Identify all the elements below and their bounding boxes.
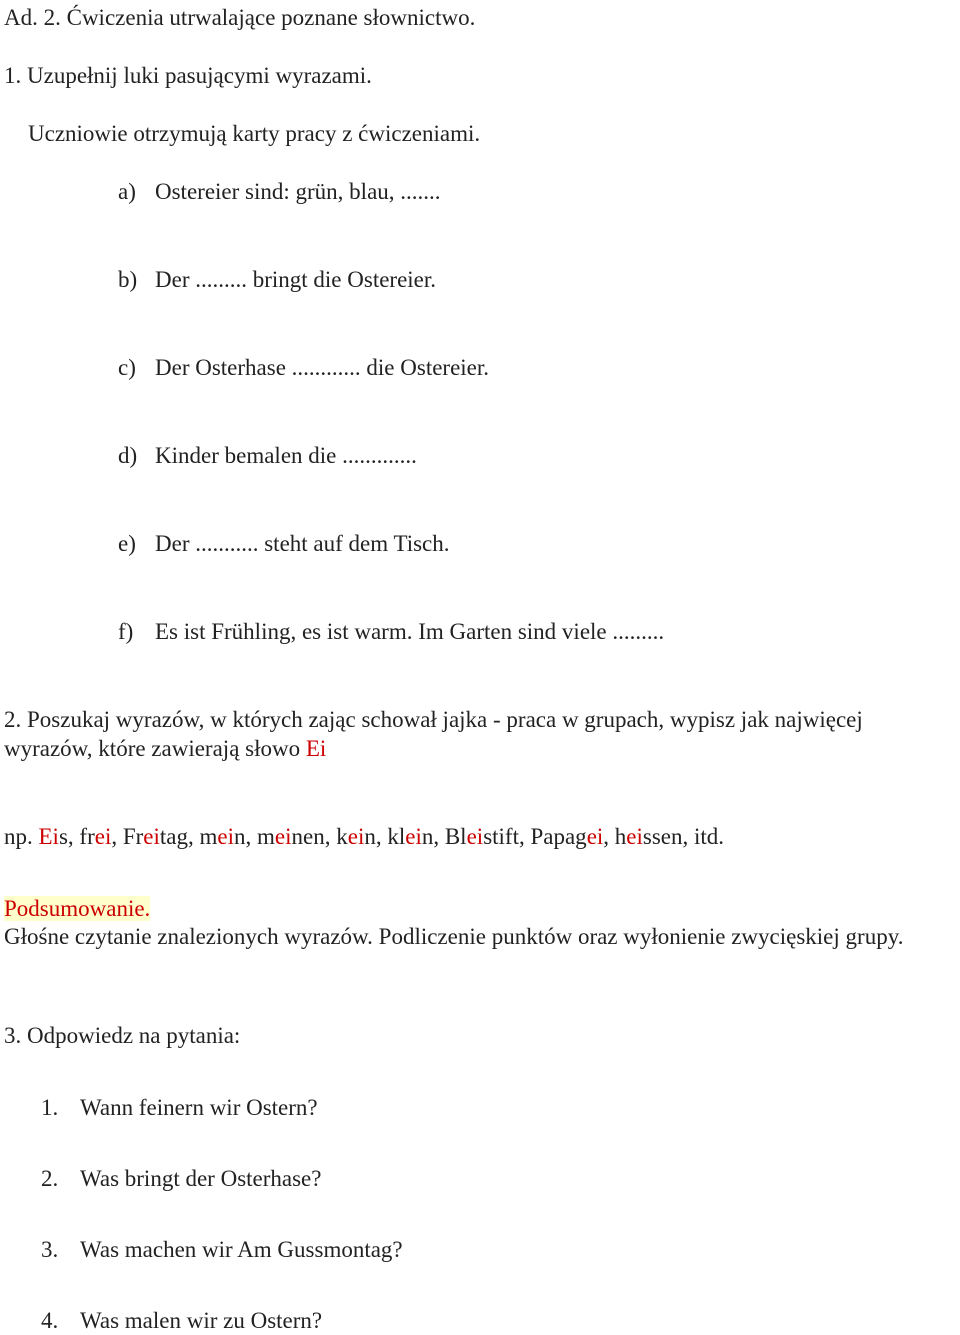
example-word [530, 824, 603, 849]
question-number: 2. [41, 1166, 59, 1191]
example-suffix: , itd. [682, 824, 725, 849]
exercise-item [118, 530, 450, 558]
exercise-item [118, 618, 664, 646]
example-word-ei: ei [94, 824, 112, 849]
example-word [200, 824, 246, 849]
summary-title-text: Podsumowanie. [4, 896, 151, 921]
summary-title [4, 895, 150, 923]
example-word-start: fr [79, 824, 95, 849]
question-text: Wann feinern wir Ostern? [80, 1095, 318, 1120]
exercise-letter: d) [118, 443, 138, 468]
example-word-end: nen [291, 824, 325, 849]
exercise-letter: f) [118, 619, 134, 644]
example-word [336, 824, 376, 849]
example-word [257, 824, 325, 849]
task2-title-continued [4, 735, 326, 763]
question-text: Was malen wir zu Ostern? [80, 1308, 323, 1333]
example-word-end: n [364, 824, 376, 849]
example-word [445, 824, 519, 849]
task3-title: 3. Odpowiedz na pytania: [4, 1023, 241, 1048]
word-separator: , [603, 824, 615, 849]
example-word-ei: ei [626, 824, 643, 849]
example-word-end: tag [159, 824, 189, 849]
example-word-end: n [421, 824, 434, 849]
example-word-ei: ei [274, 824, 292, 849]
example-word-start: Bl [444, 824, 467, 849]
exercise-item [118, 442, 417, 470]
exercise-item [118, 178, 441, 206]
example-word-ei: ei [466, 824, 484, 849]
exercise-text: Es ist Frühling, es ist warm. Im Garten sind viele ......... [155, 619, 665, 644]
question-number: 4. [41, 1308, 59, 1333]
task1-intro: Uczniowie otrzymują karty pracy z ćwiczeniami. [28, 121, 481, 146]
example-word-ei: ei [586, 824, 604, 849]
exercise-text: Kinder bemalen die ............. [155, 443, 417, 468]
example-prefix: np. [4, 824, 39, 849]
question-text: Was machen wir Am Gussmontag? [80, 1237, 403, 1262]
example-word-ei: ei [405, 824, 422, 849]
example-word-end: n [234, 824, 246, 849]
example-words-line [4, 823, 724, 851]
example-word-start: Papag [530, 824, 587, 849]
example-word [123, 824, 188, 849]
example-word-ei: ei [143, 824, 160, 849]
example-word-start: Fr [122, 824, 144, 849]
exercise-text: Der ......... bringt die Ostereier. [155, 267, 437, 292]
example-words [39, 824, 683, 849]
exercise-letter: c) [118, 355, 136, 380]
example-word [615, 824, 683, 849]
word-separator: , [188, 824, 200, 849]
exercise-item [118, 354, 489, 382]
word-separator: , [324, 824, 337, 849]
question-number: 3. [41, 1237, 59, 1262]
word-separator: , [245, 824, 258, 849]
exercise-text: Der ........... steht auf dem Tisch. [155, 531, 450, 556]
example-word-ei: Ei [38, 824, 59, 849]
question-item [41, 1165, 321, 1193]
example-word-end: stift [483, 824, 519, 849]
task2-title: 2. Poszukaj wyrazów, w których zając schował jajka - praca w grupach, wypisz jak najwięcej [4, 707, 863, 732]
exercise-item [118, 266, 436, 294]
word-separator: , [433, 824, 445, 849]
example-word-start: m [257, 824, 275, 849]
exercise-text: Ostereier sind: grün, blau, ....... [155, 179, 441, 204]
example-word-ei: ei [347, 824, 365, 849]
example-word [79, 824, 111, 849]
exercise-letter: e) [118, 531, 136, 556]
section-heading: Ad. 2. Ćwiczenia utrwalające poznane słownictwo. [4, 5, 476, 30]
exercise-text: Der Osterhase ............ die Ostereier. [155, 355, 490, 380]
example-word [39, 824, 68, 849]
task2-prefix: wyrazów, które zawierają słowo [4, 736, 306, 761]
word-separator: , [67, 824, 80, 849]
example-word-start: h [614, 824, 627, 849]
example-word-start: kl [387, 824, 406, 849]
example-word [387, 824, 433, 849]
exercise-letter: b) [118, 267, 138, 292]
question-text: Was bringt der Osterhase? [80, 1166, 322, 1191]
example-word-start: m [199, 824, 218, 849]
example-word-start: k [336, 824, 348, 849]
example-word-end: s [58, 824, 68, 849]
example-word-ei: ei [217, 824, 235, 849]
task1-title: 1. Uzupełnij luki pasującymi wyrazami. [4, 63, 372, 88]
question-item [41, 1307, 322, 1335]
exercise-letter: a) [118, 179, 136, 204]
question-item [41, 1236, 403, 1264]
word-separator: , [518, 824, 531, 849]
example-word-end: ssen [642, 824, 683, 849]
question-item [41, 1094, 318, 1122]
word-separator: , [375, 824, 388, 849]
highlight-ei: Ei [305, 736, 327, 761]
question-number: 1. [41, 1095, 59, 1120]
word-separator: , [111, 824, 123, 849]
summary-text: Głośne czytanie znalezionych wyrazów. Podliczenie punktów oraz wyłonienie zwycięskiej grupy. [4, 924, 904, 949]
